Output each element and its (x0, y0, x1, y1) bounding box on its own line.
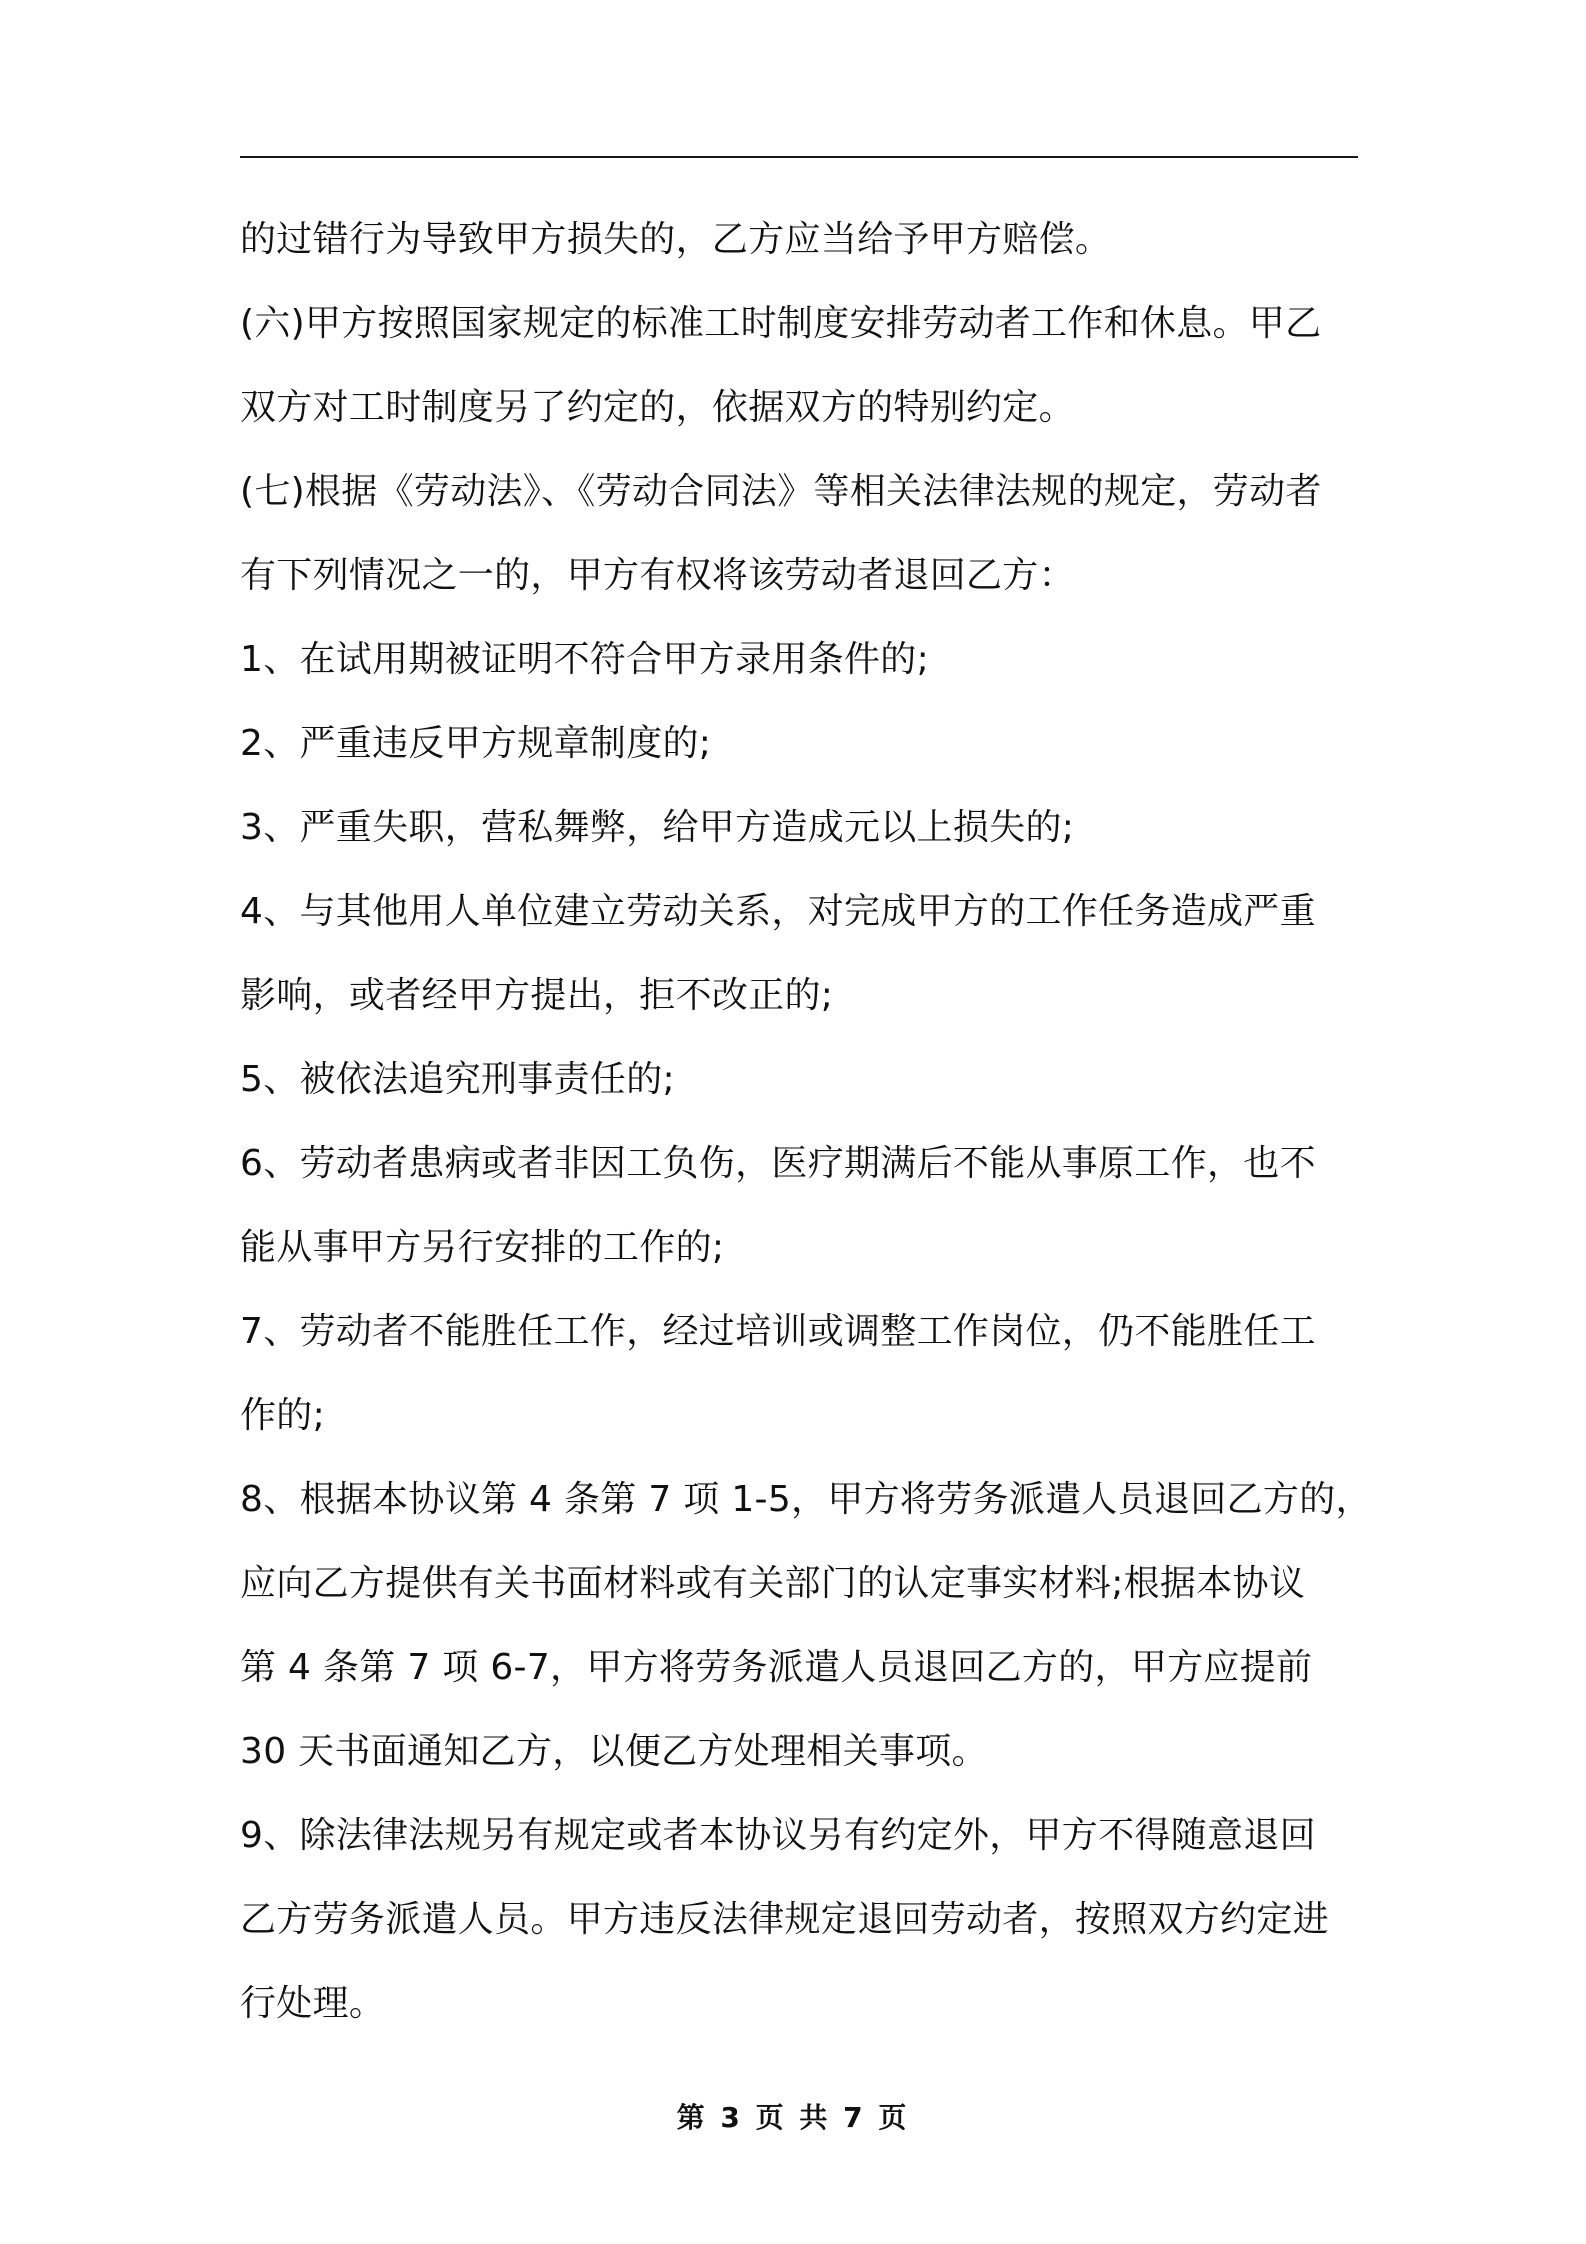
body-line: 行处理。 (240, 1983, 386, 2024)
body-line: 的过错行为导致甲方损失的，乙方应当给予甲方赔偿。 (240, 219, 1112, 260)
document-body (240, 198, 1370, 2046)
header-rule (240, 156, 1358, 158)
body-line: 乙方劳务派遣人员。甲方违反法律规定退回劳动者，按照双方约定进 (240, 1899, 1330, 1940)
body-line: 3、严重失职，营私舞弊，给甲方造成元以上损失的; (240, 807, 1075, 848)
body-line: 9、除法律法规另有规定或者本协议另有约定外，甲方不得随意退回 (240, 1815, 1316, 1856)
body-line: 6、劳动者患病或者非因工负伤，医疗期满后不能从事原工作，也不 (240, 1143, 1316, 1184)
body-line: 有下列情况之一的，甲方有权将该劳动者退回乙方： (240, 555, 1075, 596)
body-line: 8、根据本协议第 4 条第 7 项 1-5，甲方将劳务派遣人员退回乙方的， (240, 1479, 1372, 1520)
body-line: 5、被依法追究刑事责任的; (240, 1059, 675, 1100)
body-line: 能从事甲方另行安排的工作的; (240, 1227, 725, 1268)
page-number: 第 3 页 共 7 页 (676, 2101, 910, 2134)
body-line: 应向乙方提供有关书面材料或有关部门的认定事实材料;根据本协议 (240, 1563, 1306, 1604)
body-line: 2、严重违反甲方规章制度的; (240, 723, 712, 764)
body-line: 30 天书面通知乙方，以便乙方处理相关事项。 (240, 1731, 988, 1772)
body-line: 影响，或者经甲方提出，拒不改正的; (240, 975, 834, 1016)
body-line: 双方对工时制度另了约定的，依据双方的特别约定。 (240, 387, 1075, 428)
body-line: 7、劳动者不能胜任工作，经过培训或调整工作岗位，仍不能胜任工 (240, 1311, 1316, 1352)
body-line: 第 4 条第 7 项 6-7，甲方将劳务派遣人员退回乙方的，甲方应提前 (240, 1647, 1313, 1688)
body-line: 4、与其他用人单位建立劳动关系，对完成甲方的工作任务造成严重 (240, 891, 1316, 932)
body-line: (七)根据《劳动法》、《劳动合同法》等相关法律法规的规定，劳动者 (240, 471, 1322, 512)
body-line: 作的; (240, 1395, 326, 1436)
body-line: 1、在试用期被证明不符合甲方录用条件的; (240, 639, 930, 680)
body-line: (六)甲方按照国家规定的标准工时制度安排劳动者工作和休息。甲乙 (240, 303, 1322, 344)
